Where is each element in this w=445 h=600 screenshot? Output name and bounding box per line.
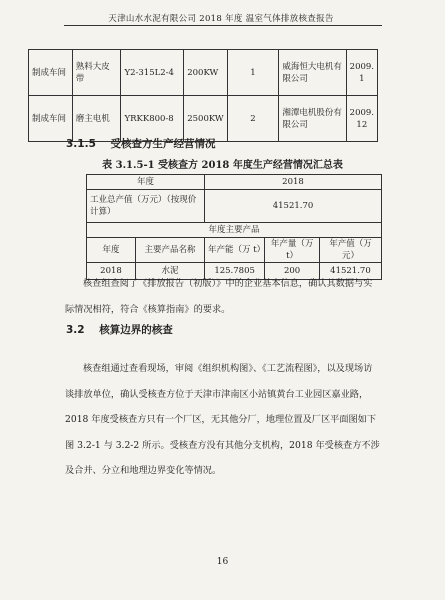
- output-label-cell: 工业总产值（万元）（按现价计算）: [87, 190, 205, 223]
- section-heading-3-2: [66, 322, 173, 337]
- table-row: [29, 50, 378, 96]
- table-header-row: [87, 238, 382, 263]
- column-header: 主要产品名称: [136, 238, 205, 263]
- quantity-cell: 1: [227, 50, 279, 96]
- table-row: [29, 96, 378, 142]
- section-number: 3.2: [66, 324, 85, 336]
- year-label-cell: 年度: [87, 175, 205, 190]
- manufacturer-cell: 湘潭电机股份有限公司: [279, 96, 346, 142]
- table-cell: 200: [265, 263, 320, 280]
- power-cell: 2500KW: [184, 96, 227, 142]
- section-number: 3.1.5: [66, 138, 96, 150]
- section-title: 核算边界的核查: [99, 324, 173, 336]
- table-row: [87, 190, 382, 223]
- model-cell: Y2-315L2-4: [121, 50, 184, 96]
- quantity-cell: 2: [227, 96, 279, 142]
- section-heading-3-1-5: [66, 136, 216, 151]
- equipment-name-cell: 熟料大皮带: [72, 50, 121, 96]
- header-rule: [64, 25, 382, 26]
- paragraph-text: 核查组通过查看现场，审阅《组织机构图》、《工艺流程图》，以及现场访谈排放单位，确认受核查方位于天津市津南区小站镇黄台工业园区嘉业路，2018 年度受核查方只有一个厂区，无其他分厂，地理位置及厂区平面图如下图 3.2-1 与 3.2-2 所示。受核查方没有其他分支机构，2018 年受核查方不涉及合并、分立和地理边界变化等情况。: [65, 363, 380, 476]
- table-cell: 41521.70: [319, 263, 381, 280]
- year-cell: 2009. 1: [346, 50, 377, 96]
- table-cell: 水泥: [136, 263, 205, 280]
- equipment-table: [28, 49, 378, 142]
- manufacturer-cell: 威海恒大电机有限公司: [279, 50, 346, 96]
- column-header: 年度: [87, 238, 136, 263]
- paragraph-boundary: [65, 356, 380, 484]
- paragraph-data-check: [65, 271, 380, 322]
- workshop-cell: 制成车间: [29, 50, 73, 96]
- table-row: [87, 175, 382, 190]
- year-value-cell: 2018: [205, 175, 382, 190]
- column-header: 年产值（万元）: [319, 238, 381, 263]
- power-cell: 200KW: [184, 50, 227, 96]
- equipment-name-cell: 磨主电机: [72, 96, 121, 142]
- table-row: [87, 223, 382, 238]
- model-cell: YRKK800-8: [121, 96, 184, 142]
- table-caption: 表 3.1.5-1 受核查方 2018 年度生产经营情况汇总表: [102, 160, 343, 171]
- section-title: 受核查方生产经营情况: [110, 138, 216, 150]
- page-number: 16: [216, 557, 229, 567]
- page-header: 天津山水水泥有限公司 2018 年度 温室气体排放核查报告: [108, 14, 334, 24]
- column-header: 年产能（万 t）: [205, 238, 265, 263]
- paragraph-text: 核查组查阅了《排放报告（初版）》中的企业基本信息，确认其数据与实际情况相符，符合《核算指南》的要求。: [65, 278, 373, 315]
- workshop-cell: 制成车间: [29, 96, 73, 142]
- products-header-cell: 年度主要产品: [87, 223, 382, 238]
- table-cell: 2018: [87, 263, 136, 280]
- production-summary-table: [86, 174, 382, 280]
- year-cell: 2009. 12: [346, 96, 377, 142]
- output-value-cell: 41521.70: [205, 190, 382, 223]
- table-cell: 125.7805: [205, 263, 265, 280]
- column-header: 年产量（万 t）: [265, 238, 320, 263]
